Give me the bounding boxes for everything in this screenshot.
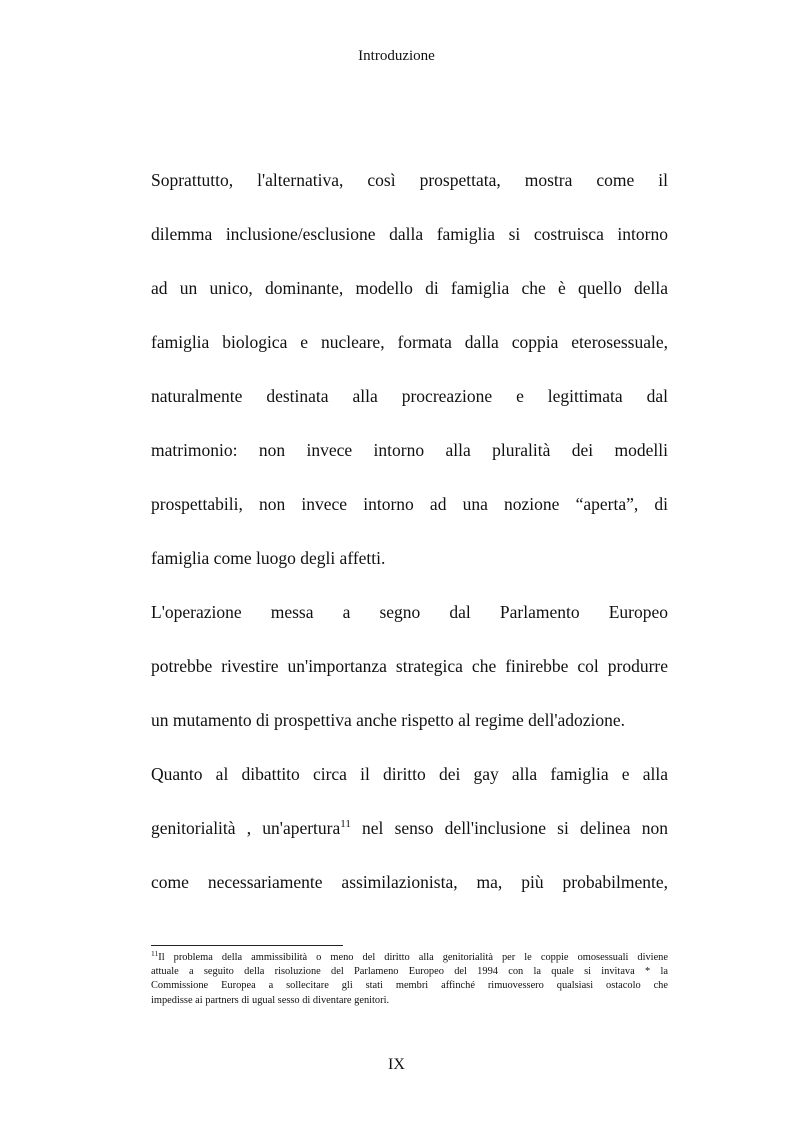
footnote-separator xyxy=(151,945,343,946)
line-text-before-ref: genitorialità , un'apertura xyxy=(151,818,341,838)
body-line: potrebbe rivestire un'importanza strategica che finirebbe col produrre xyxy=(151,656,668,676)
body-line: L'operazione messa a segno dal Parlamento Europeo xyxy=(151,602,668,622)
body-line: un mutamento di prospettiva anche rispetto al regime dell'adozione. xyxy=(151,710,626,730)
body-text xyxy=(151,156,668,912)
body-line: matrimonio: non invece intorno alla pluralità dei modelli xyxy=(151,440,668,460)
body-line: famiglia come luogo degli affetti. xyxy=(151,548,386,568)
footnote xyxy=(151,951,668,1008)
body-line-with-footnote-ref xyxy=(151,804,668,858)
footnote-text: Il problema della ammissibilità o meno del diritto alla genitorialità per le coppie omosessuali diviene xyxy=(158,952,668,963)
body-line: Soprattutto, l'alternativa, così prospettata, mostra come il xyxy=(151,170,668,190)
footnote-line xyxy=(151,951,668,965)
footnote-number: 11 xyxy=(151,949,159,958)
footnote-line: impedisse ai partners di ugual sesso di diventare genitori. xyxy=(151,994,390,1006)
body-line: come necessariamente assimilazionista, ma, più probabilmente, xyxy=(151,872,668,892)
body-line: prospettabili, non invece intorno ad una nozione “aperta”, di xyxy=(151,494,668,514)
footnote-line: attuale a seguito della risoluzione del Parlameno Europeo del 1994 con la quale si invitava * la xyxy=(151,966,668,978)
body-line: dilemma inclusione/esclusione dalla famiglia si costruisca intorno xyxy=(151,224,668,244)
body-line: ad un unico, dominante, modello di famiglia che è quello della xyxy=(151,278,668,298)
body-line: famiglia biologica e nucleare, formata dalla coppia eterosessuale, xyxy=(151,332,668,352)
page-number: IX xyxy=(388,1056,405,1073)
body-line: Quanto al dibattito circa il diritto dei gay alla famiglia e alla xyxy=(151,764,668,784)
running-header: Introduzione xyxy=(358,48,435,64)
footnote-line: Commissione Europea a sollecitare gli stati membri affinché rimuovessero qualsiasi ostacolo che xyxy=(151,980,668,992)
footnote-reference[interactable]: 11 xyxy=(340,818,351,830)
body-line: naturalmente destinata alla procreazione e legittimata dal xyxy=(151,386,668,406)
line-text-after-ref: nel senso dell'inclusione si delinea non xyxy=(350,818,668,838)
